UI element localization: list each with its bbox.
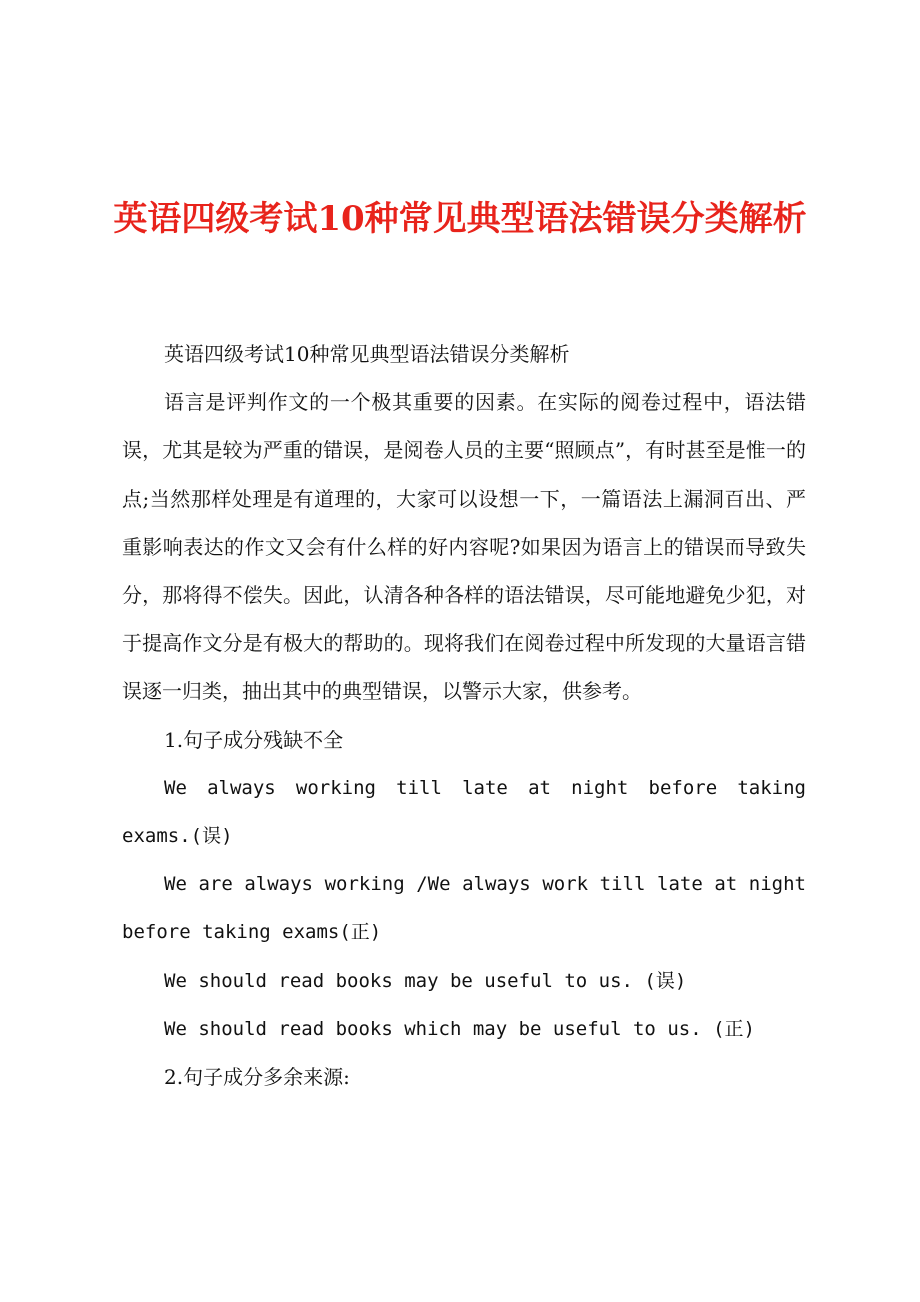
- section-heading-2: 2.句子成分多余来源:: [164, 1065, 350, 1090]
- example-correct-2: We should read books which may be useful to us. (正): [164, 1017, 755, 1040]
- paragraph-subtitle: 英语四级考试10种常见典型语法错误分类解析: [164, 342, 570, 366]
- document-title: 英语四级考试10种常见典型语法错误分类解析: [113, 199, 807, 239]
- paragraph-intro: 语言是评判作文的一个极其重要的因素。在实际的阅卷过程中，语法错误，尤其是较为严重的错误，是阅卷人员的主要“照顾点”，有时甚至是惟一的点;当然那样处理是有道理的，大家可以设想一下，一篇语法上漏洞百出、严重影响表达的作文又会有什么样的好内容呢?如果因为语言上的错误而导致失分，那将得不偿失。因此，认清各种各样的语法错误，尽可能地避免少犯，对于提高作文分是有极大的帮助的。现将我们在阅卷过程中所发现的大量语言错误逐一归类，抽出其中的典型错误，以警示大家，供参考。: [122, 390, 806, 704]
- document-body: [122, 330, 806, 1101]
- example-wrong-1: We always working till late at night before taking exams.(误): [122, 776, 806, 848]
- example-correct-1: We are always working /We always work till late at night before taking exams(正): [122, 873, 806, 944]
- section-heading-1: 1.句子成分残缺不全: [164, 727, 344, 752]
- example-wrong-2: We should read books may be useful to us. (误): [164, 969, 687, 992]
